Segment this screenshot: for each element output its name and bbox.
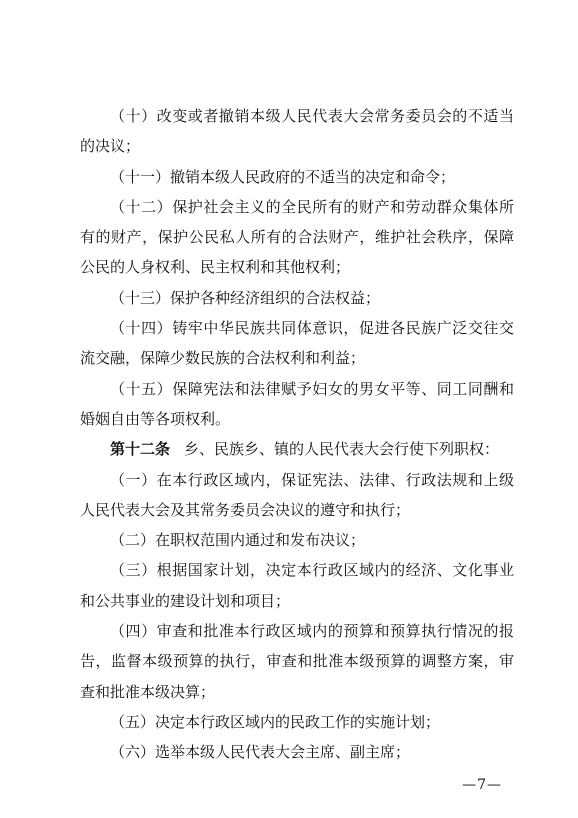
text-line: 查和批准本级决算； — [80, 682, 216, 701]
text-line: 人民代表大会及其常务委员会决议的遵守和执行； — [80, 500, 411, 519]
text-line: （六）选举本级人民代表大会主席、副主席； — [110, 743, 411, 762]
text-line: 公民的人身权利、民主权利和其他权利； — [80, 258, 351, 277]
clause-list-article-12 — [80, 465, 514, 768]
text-line: 流交融，保障少数民族的合法权利和利益； — [80, 349, 366, 368]
text-line: 婚姻自由等各项权利。 — [80, 409, 231, 428]
page-number: —7— — [462, 777, 502, 793]
text-line: 的决议； — [80, 137, 141, 156]
text-line: （十二）保护社会主义的全民所有的财产和劳动群众集体所 — [110, 197, 514, 216]
document-body — [80, 101, 514, 768]
text-line: （五）决定本行政区域内的民政工作的实施计划； — [110, 712, 441, 731]
text-line: （四）审查和批准本行政区域内的预算和预算执行情况的报 — [110, 622, 514, 641]
text-line: （二）在职权范围内通过和发布决议； — [110, 531, 366, 550]
text-line: （十）改变或者撤销本级人民代表大会常务委员会的不适当 — [110, 107, 514, 125]
text-line: （十五）保障宪法和法律赋予妇女的男女平等、同工同酬和 — [110, 379, 514, 398]
clause-list-article-11 — [80, 101, 514, 434]
text-line: （十一）撤销本级人民政府的不适当的决定和命令； — [110, 167, 456, 186]
text-line: 和公共事业的建设计划和项目； — [80, 591, 291, 610]
article-number: 第十二条 — [110, 440, 171, 459]
text-line: （一）在本行政区域内，保证宪法、法律、行政法规和上级 — [110, 470, 514, 489]
text-line: （十三）保护各种经济组织的合法权益； — [110, 288, 381, 307]
text-line: 告，监督本级预算的执行，审查和批准本级预算的调整方案，审 — [80, 652, 514, 671]
text-line: 有的财产，保护公民私人所有的合法财产，维护社会秩序，保障 — [80, 228, 514, 247]
text-line: （三）根据国家计划，决定本行政区域内的经济、文化事业 — [110, 561, 514, 580]
article-text: 乡、民族乡、镇的人民代表大会行使下列职权： — [184, 440, 500, 459]
article-12-heading — [80, 434, 514, 464]
text-line: （十四）铸牢中华民族共同体意识，促进各民族广泛交往交 — [110, 319, 514, 338]
